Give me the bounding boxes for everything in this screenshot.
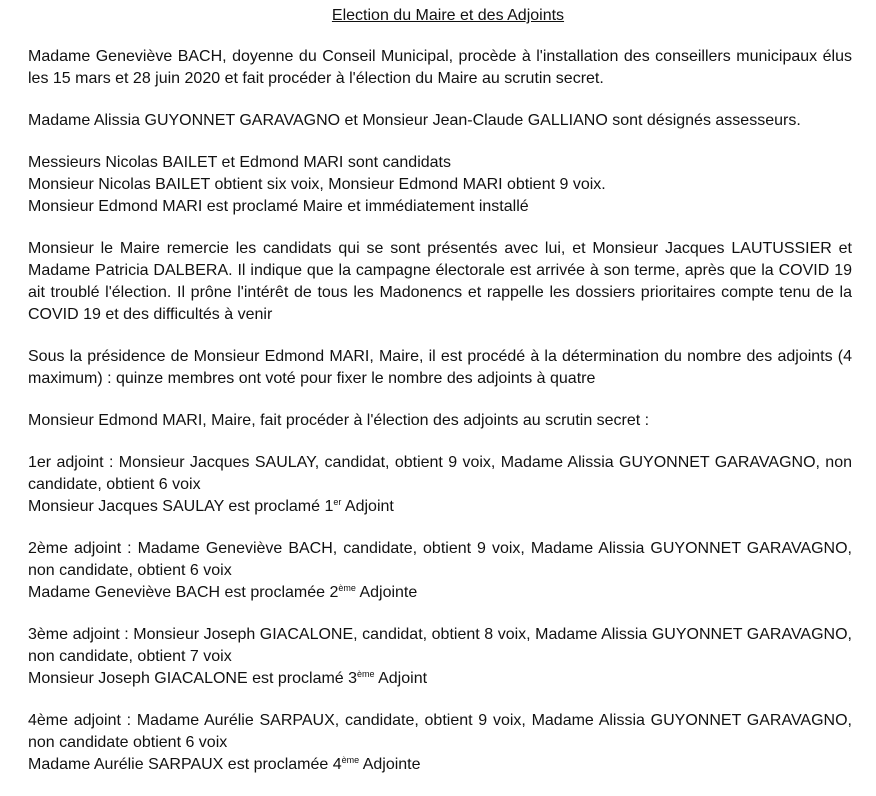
adjoint-1-proclaim-text: Monsieur Jacques SAULAY est proclamé 1 [28,498,334,515]
paragraph-adjoints-count: Sous la présidence de Monsieur Edmond MARI, Maire, il est procédé à la détermination du nombre des adjoints (4 maximum) : quinze membres ont voté pour fixer le nombre des adjoints à quatre [28,348,852,387]
paragraph-installation: Madame Geneviève BACH, doyenne du Conseil Municipal, procède à l'installation des conseillers municipaux élus les 15 mars et 28 juin 2020 et fait procéder à l'élection du Maire au scrutin secret. [28,48,852,87]
adjoint-4-proclaim-text: Madame Aurélie SARPAUX est proclamée 4 [28,756,342,773]
paragraph-adjoints-election: Monsieur Edmond MARI, Maire, fait procéder à l'élection des adjoints au scrutin secret : [28,412,650,429]
adjoint-1-block [28,452,852,518]
paragraph-assesseurs: Madame Alissia GUYONNET GARAVAGNO et Monsieur Jean-Claude GALLIANO sont désignés assesseurs. [28,112,801,129]
adjoint-4-result: 4ème adjoint : Madame Aurélie SARPAUX, candidate, obtient 9 voix, Madame Alissia GUYONNET GARAVAGNO, non candidate obtient 6 voix [28,712,852,751]
paragraph-mayor-election [28,152,852,218]
adjoint-4-ordinal: ème [341,755,360,765]
candidates-line: Messieurs Nicolas BAILET et Edmond MARI sont candidats [28,154,451,171]
adjoint-2-proclamation [28,582,852,604]
adjoint-2-result: 2ème adjoint : Madame Geneviève BACH, candidate, obtient 9 voix, Madame Alissia GUYONNET GARAVAGNO, non candidate, obtient 6 voix [28,540,852,579]
adjoint-3-block [28,624,852,690]
adjoint-3-proclaim-text: Monsieur Joseph GIACALONE est proclamé 3 [28,670,358,687]
adjoint-2-block [28,538,852,604]
adjoint-4-block [28,710,852,776]
adjoint-3-result: 3ème adjoint : Monsieur Joseph GIACALONE, candidat, obtient 8 voix, Madame Alissia GUYONNET GARAVAGNO, non candidate, obtient 7 voix [28,626,852,665]
adjoint-1-proclamation [28,496,852,518]
adjoint-2-ordinal: ème [338,583,356,593]
adjoint-4-title: Adjointe [359,756,421,773]
adjoint-2-title: Adjointe [355,584,418,601]
adjoint-3-proclamation [28,668,852,690]
votes-line: Monsieur Nicolas BAILET obtient six voix, Monsieur Edmond MARI obtient 9 voix. [28,176,606,193]
mayor-proclaimed-line: Monsieur Edmond MARI est proclamé Maire et immédiatement installé [28,198,529,215]
adjoint-3-title: Adjoint [374,670,428,687]
adjoint-3-ordinal: ème [357,669,375,679]
adjoint-1-title: Adjoint [341,498,394,515]
adjoint-1-result: 1er adjoint : Monsieur Jacques SAULAY, candidat, obtient 9 voix, Madame Alissia GUYONNET GARAVAGNO, non candidate, obtient 6 voix [28,454,852,493]
paragraph-mayor-speech: Monsieur le Maire remercie les candidats qui se sont présentés avec lui, et Monsieur Jacques LAUTUSSIER et Madame Patricia DALBERA. Il indique que la campagne électorale est arrivée à son terme, après que la COVID 19 ait troublé l'élection. Il prône l'intérêt de tous les Madonencs et rappelle les dossiers prioritaires compte tenu de la COVID 19 et des difficultés à venir [28,240,852,323]
adjoint-2-proclaim-text: Madame Geneviève BACH est proclamée 2 [28,584,339,601]
document-title: Election du Maire et des Adjoints [331,7,565,24]
adjoint-1-ordinal: er [333,497,342,507]
adjoint-4-proclamation [28,754,852,776]
document-page [28,5,852,796]
